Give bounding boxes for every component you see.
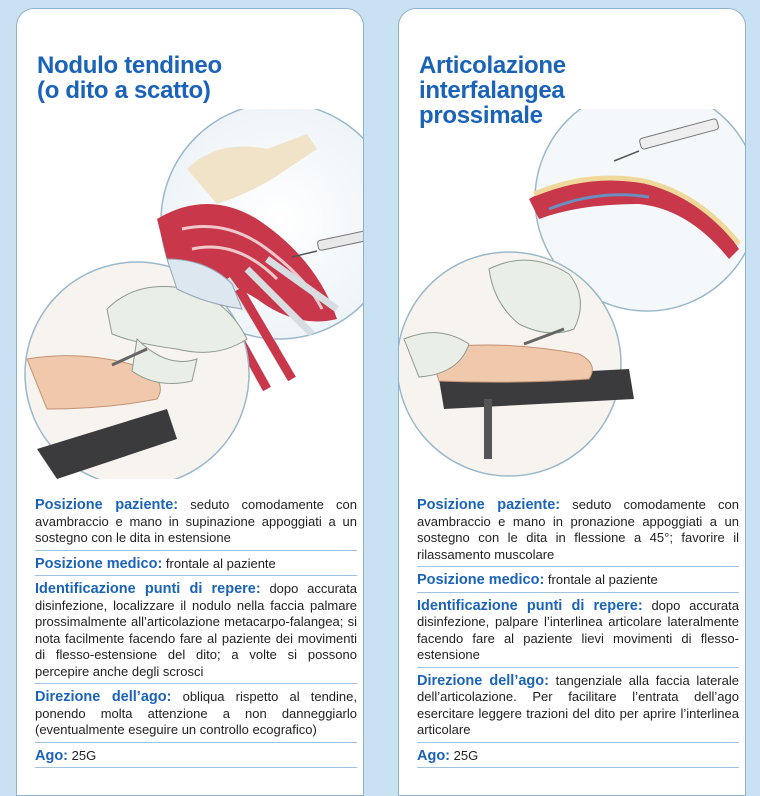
section-label: Direzione dell’ago: — [417, 672, 549, 689]
section-text: 25G — [68, 747, 97, 763]
section-label: Identificazione punti di repere: — [35, 581, 261, 597]
section-label: Ago: — [417, 747, 451, 764]
section-text: frontale al paziente — [544, 572, 658, 587]
info-panel — [417, 495, 739, 771]
section-posizione-paziente — [417, 495, 739, 567]
section-text: 25G — [450, 747, 479, 763]
section-label: Posizione medico: — [417, 572, 545, 588]
pip-joint-illustration — [399, 109, 746, 479]
section-label: Direzione dell’ago: — [35, 689, 172, 705]
section-text: tangenziale alla faccia laterale dell’articolazione. Per facilitare l’entrata dell’ago esercitare leggere trazioni del dito per aprire l’interlinea articolare — [417, 672, 739, 737]
section-ago — [417, 746, 739, 769]
section-posizione-medico — [417, 570, 739, 593]
section-punti-di-repere — [417, 596, 739, 668]
section-ago — [35, 746, 357, 769]
section-text: seduto comodamente con avambraccio e mano in supinazione appoggiati a un sostegno con le dita in estensione — [35, 497, 357, 545]
card-trigger-finger — [16, 8, 364, 796]
card-pip-joint — [398, 8, 746, 796]
section-text: dopo accurata disinfezione, localizzare il nodulo nella faccia palmare prossimalmente all’articolazione metacarpo-falangea; si nota facilmente facendo fare al paziente dei movimenti di flesso-estensione del dito; a volte si possono percepire anche degli scrosci — [35, 581, 357, 679]
section-text: dopo accurata disinfezione, palpare l’interlinea articolare lateralmente facendo fare al paziente lievi movimenti di flesso-estensione — [417, 597, 739, 662]
section-label: Posizione paziente: — [35, 497, 179, 513]
section-text: frontale al paziente — [162, 555, 276, 571]
section-punti-di-repere — [35, 579, 357, 684]
section-direzione-ago — [417, 671, 739, 743]
section-direzione-ago — [35, 687, 357, 743]
card-title — [37, 53, 297, 103]
title-line: Nodulo tendineo — [37, 52, 222, 79]
title-line: (o dito a scatto) — [37, 77, 211, 104]
section-label: Posizione medico: — [35, 555, 163, 572]
title-line: Articolazione — [419, 52, 566, 79]
section-label: Identificazione punti di repere: — [417, 597, 643, 614]
title-line: interfalangea — [419, 77, 565, 104]
section-label: Ago: — [35, 747, 69, 764]
section-text: obliqua rispetto al tendine, ponendo molta attenzione a non danneggiarlo (eventualmente eseguire un controllo ecografico) — [35, 689, 357, 737]
section-posizione-paziente — [35, 495, 357, 551]
section-text: seduto comodamente con avambraccio e mano in pronazione appoggiati a un sostegno con le dita in flessione a 45°; favorire il rilassamento muscolare — [417, 497, 739, 562]
section-posizione-medico — [35, 554, 357, 577]
info-panel — [35, 495, 357, 771]
section-label: Posizione paziente: — [417, 497, 561, 513]
title-line: prossimale — [419, 102, 543, 129]
trigger-finger-illustration — [17, 109, 364, 479]
